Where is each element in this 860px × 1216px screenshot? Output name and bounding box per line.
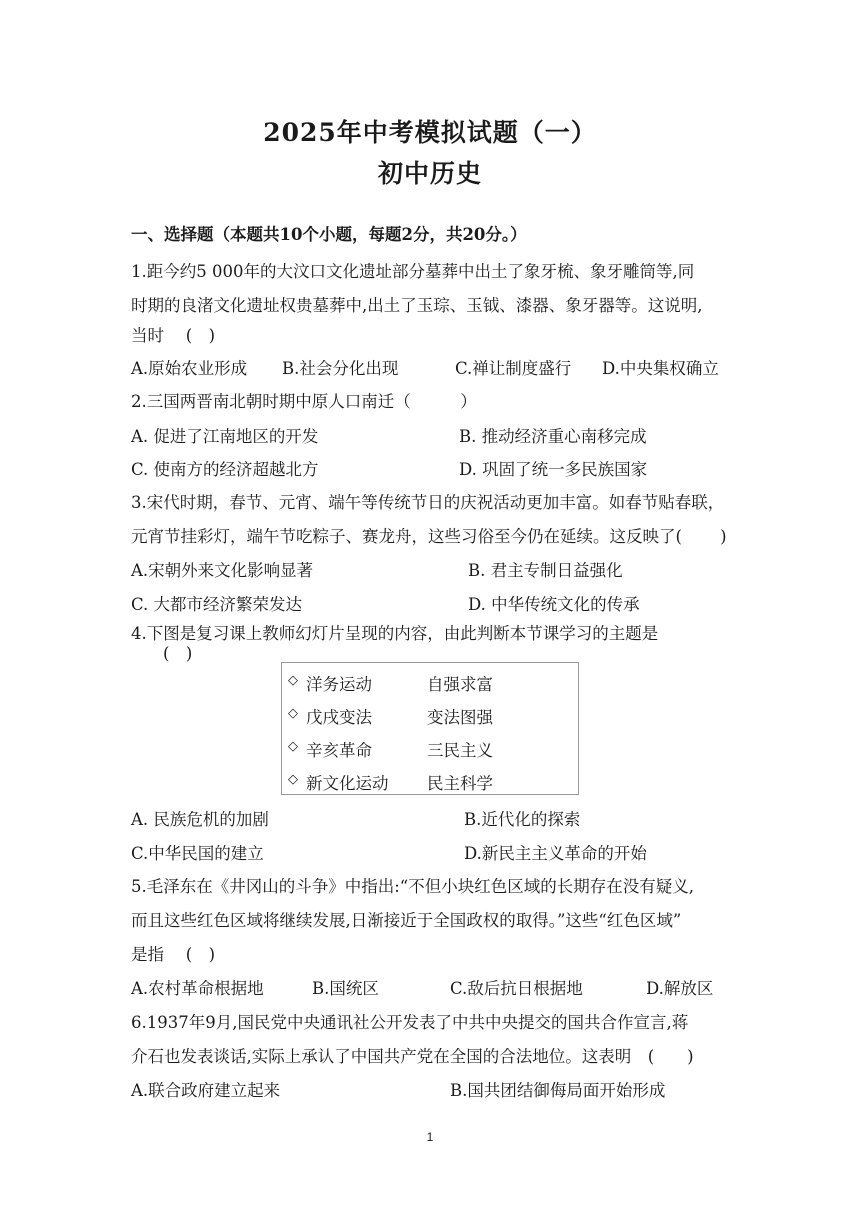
exam-title: 2025年中考模拟试题（一） [263,118,597,147]
question-1-option-d: D.中央集权确立 [602,359,719,378]
question-5-line-1: 5.毛泽东在《井冈山的斗争》中指出:“不但小块红色区域的长期存在没有疑义, [131,877,694,896]
slide-event: 新文化运动 [306,774,389,793]
question-4-line-2: ( ) [163,644,193,663]
diamond-bullet-icon: ◇ [288,739,298,754]
question-5-line-3: 是指 ( ) [131,945,216,964]
question-6-line-2: 介石也发表谈话,实际上承认了中国共产党在全国的合法地位。这表明 ( ) [131,1047,694,1066]
slide-box [281,662,579,795]
question-6-line-1: 6.1937年9月,国民党中央通讯社公开发表了中共中央提交的国共合作宣言,蒋 [131,1013,689,1032]
question-1-line-2: 时期的良渚文化遗址权贵墓葬中,出土了玉琮、玉钺、漆器、象牙器等。这说明, [131,296,703,315]
question-2-option-a: A. 促进了江南地区的开发 [131,427,319,446]
slide-row [282,737,578,761]
question-1-option-b: B.社会分化出现 [282,359,399,378]
question-5-line-2: 而且这些红色区域将继续发展,日渐接近于全国政权的取得。”这些“红色区域” [131,911,682,930]
question-3-option-b: B. 君主专制日益强化 [468,561,623,580]
slide-slogan: 变法图强 [427,708,493,727]
slide-slogan: 民主科学 [427,774,493,793]
question-3-option-a: A.宋朝外来文化影响显著 [131,561,314,580]
slide-row [282,704,578,728]
slide-slogan: 自强求富 [427,675,493,694]
page-number: 1 [426,1130,434,1144]
question-2-option-b: B. 推动经济重心南移完成 [459,427,647,446]
question-3-option-c: C. 大都市经济繁荣发达 [131,595,303,614]
question-1-option-a: A.原始农业形成 [131,359,248,378]
slide-event: 戊戌变法 [306,708,372,727]
question-5-option-b: B.国统区 [312,979,379,998]
question-3-option-d: D. 中华传统文化的传承 [468,595,640,614]
question-6-option-b: B.国共团结御侮局面开始形成 [450,1081,666,1100]
question-5-option-d: D.解放区 [646,979,714,998]
question-2-option-c: C. 使南方的经济超越北方 [131,460,319,479]
diamond-bullet-icon: ◇ [288,706,298,721]
section-heading: 一、选择题（本题共10个小题，每题2分，共20分。） [131,225,527,244]
question-1-line-3: 当时 ( ) [131,326,216,345]
question-4-option-b: B.近代化的探索 [464,810,581,829]
slide-row [282,671,578,695]
exam-subject: 初中历史 [377,159,482,188]
question-3-line-2: 元宵节挂彩灯，端午节吃粽子、赛龙舟，这些习俗至今仍在延续。这反映了( ) [131,527,727,546]
question-4-line-1: 4.下图是复习课上教师幻灯片呈现的内容，由此判断本节课学习的主题是 [131,624,659,643]
slide-event: 洋务运动 [306,675,372,694]
slide-row [282,770,578,794]
question-5-option-a: A.农村革命根据地 [131,979,264,998]
diamond-bullet-icon: ◇ [288,772,298,787]
question-2-option-d: D. 巩固了统一多民族国家 [459,460,648,479]
question-6-option-a: A.联合政府建立起来 [131,1081,281,1100]
question-4-option-a: A. 民族危机的加剧 [131,810,269,829]
diamond-bullet-icon: ◇ [288,673,298,688]
question-3-line-1: 3.宋代时期，春节、元宵、端午等传统节日的庆祝活动更加丰富。如春节贴春联， [131,493,725,512]
question-1-option-c: C.禅让制度盛行 [455,359,572,378]
question-4-option-d: D.新民主主义革命的开始 [464,844,647,863]
question-5-option-c: C.敌后抗日根据地 [450,979,583,998]
slide-event: 辛亥革命 [306,741,372,760]
question-2-line-1: 2.三国两晋南北朝时期中原人口南迁（ ） [131,392,477,411]
question-1-line-1: 1.距今约5 000年的大汶口文化遗址部分墓葬中出土了象牙梳、象牙雕筒等,同 [131,262,695,281]
slide-slogan: 三民主义 [427,741,493,760]
question-4-option-c: C.中华民国的建立 [131,844,264,863]
